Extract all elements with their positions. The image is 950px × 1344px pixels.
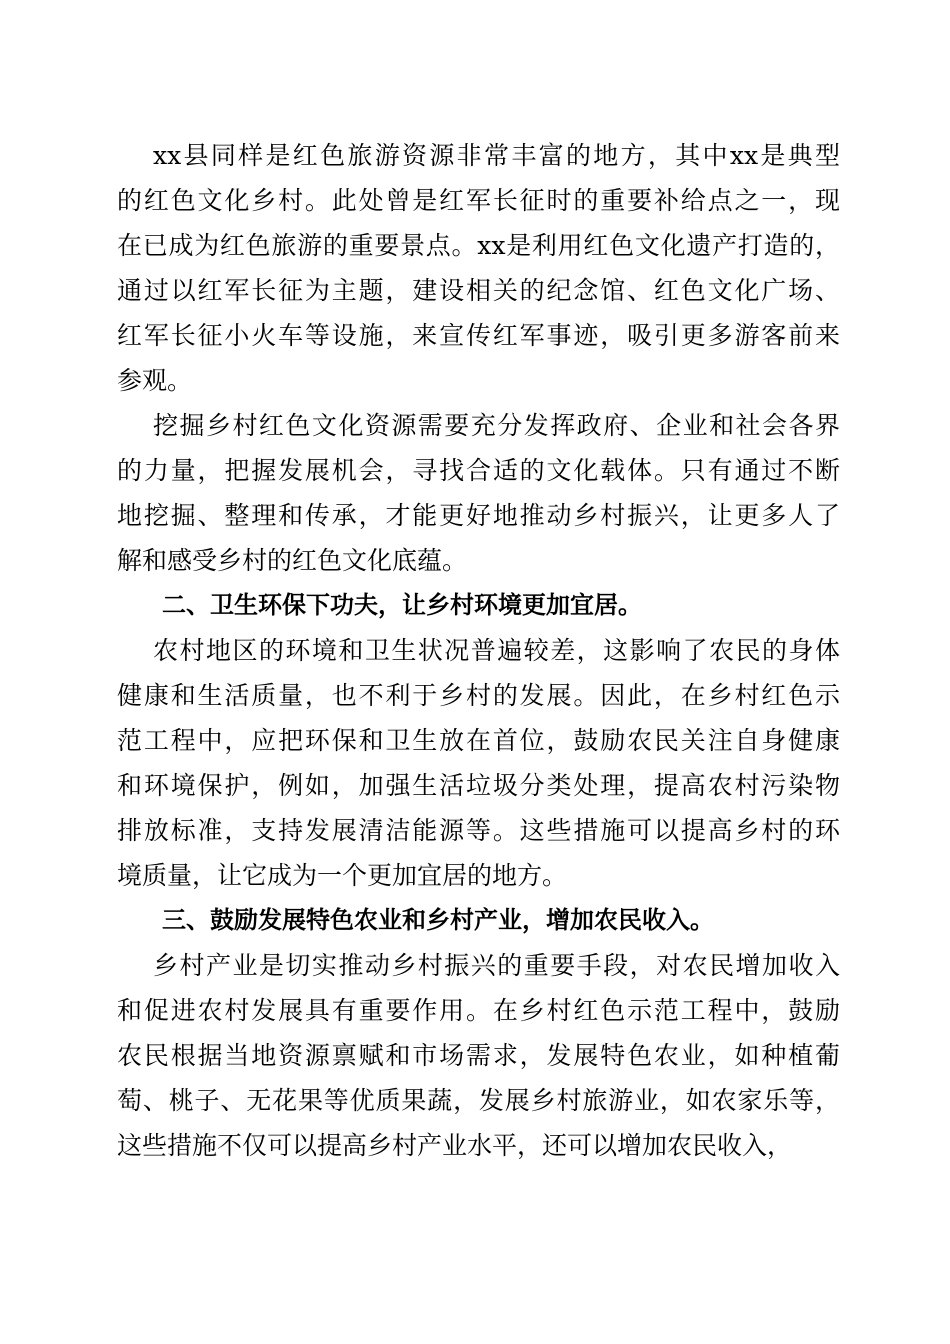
text-line: 范工程中，应把环保和卫生放在首位，鼓励农民关注自身健康: [117, 726, 840, 755]
text-line: 农民根据当地资源禀赋和市场需求，发展特色农业，如种植葡: [117, 1041, 840, 1070]
text-line: 萄、桃子、无花果等优质果蔬，发展乡村旅游业，如农家乐等，: [117, 1086, 840, 1115]
paragraph: [117, 133, 840, 403]
section-heading: [117, 583, 840, 628]
text-line: 排放标准，支持发展清洁能源等。这些措施可以提高乡村的环: [117, 816, 840, 845]
text-line: 二、卫生环保下功夫，让乡村环境更加宜居。: [162, 592, 642, 619]
text-line: 这些措施不仅可以提高乡村产业水平，还可以增加农民收入，: [117, 1131, 793, 1160]
text-line: 在已成为红色旅游的重要景点。xx是利用红色文化遗产打造的，: [117, 231, 840, 260]
text-line: 地挖掘、整理和传承，才能更好地推动乡村振兴，让更多人了: [117, 501, 840, 530]
text-line: 乡村产业是切实推动乡村振兴的重要手段，对农民增加收入: [153, 951, 840, 980]
text-line: 境质量，让它成为一个更加宜居的地方。: [117, 861, 568, 890]
text-line: 的红色文化乡村。此处曾是红军长征时的重要补给点之一，现: [117, 186, 840, 215]
text-line: 和环境保护，例如，加强生活垃圾分类处理，提高农村污染物: [117, 771, 840, 800]
paragraph: [117, 403, 840, 583]
text-line: 参观。: [117, 366, 193, 395]
text-line: 健康和生活质量，也不利于乡村的发展。因此，在乡村红色示: [117, 681, 840, 710]
text-line: 通过以红军长征为主题，建设相关的纪念馆、红色文化广场、: [117, 276, 840, 305]
text-line: 红军长征小火车等设施，来宣传红军事迹，吸引更多游客前来: [117, 321, 840, 350]
text-line: 解和感受乡村的红色文化底蕴。: [117, 546, 468, 575]
text-line: 三、鼓励发展特色农业和乡村产业，增加农民收入。: [162, 907, 714, 934]
text-line: 和促进农村发展具有重要作用。在乡村红色示范工程中，鼓励: [117, 996, 840, 1025]
paragraph: [117, 628, 840, 898]
text-line: 的力量，把握发展机会，寻找合适的文化载体。只有通过不断: [117, 456, 840, 485]
paragraph: [117, 943, 840, 1168]
section-heading: [117, 898, 840, 943]
text-line: 农村地区的环境和卫生状况普遍较差，这影响了农民的身体: [153, 636, 840, 665]
text-line: xx县同样是红色旅游资源非常丰富的地方，其中xx是典型: [153, 141, 840, 170]
text-line: 挖掘乡村红色文化资源需要充分发挥政府、企业和社会各界: [153, 411, 840, 440]
